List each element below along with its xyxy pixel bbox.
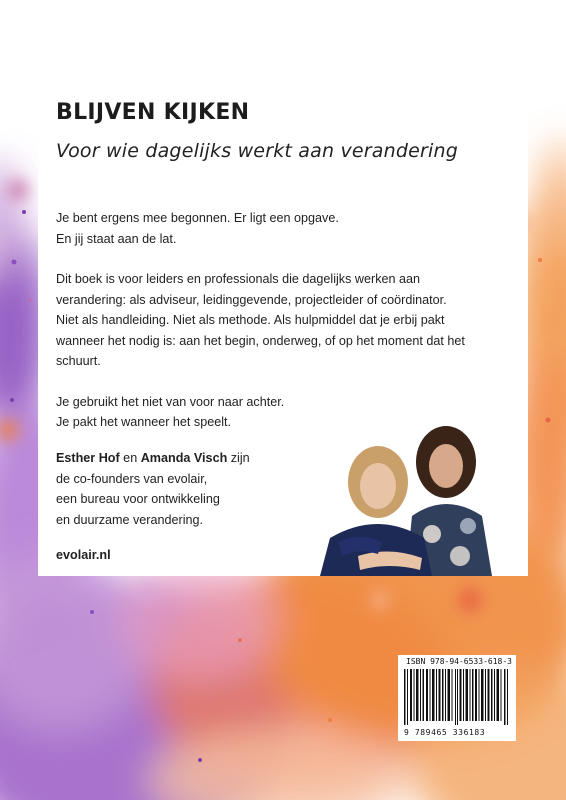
website-link[interactable]: evolair.nl: [56, 548, 111, 562]
blurb-line: En jij staat aan de lat.: [56, 231, 177, 246]
founders-line: een bureau voor ontwikkeling: [56, 492, 220, 506]
book-title: BLIJVEN KIJKEN: [56, 100, 250, 125]
founder-name: Amanda Visch: [140, 451, 228, 465]
blurb-line: Niet als handleiding. Niet als methode. Als hulpmiddel dat je erbij pakt: [56, 313, 445, 327]
founders-photo: [320, 422, 510, 576]
barcode: [398, 655, 516, 741]
isbn-label: ISBN 978-94-6533-618-3: [406, 657, 512, 666]
founders-line: [56, 448, 250, 469]
blurb-line: Je pakt het wanneer het speelt.: [56, 415, 232, 429]
founders-line: en duurzame verandering.: [56, 512, 204, 527]
blurb-paragraph: [56, 269, 516, 372]
blurb-paragraph: [56, 208, 516, 249]
blurb-text: [56, 208, 516, 453]
blurb-line: Je gebruikt het niet van voor naar achter.: [56, 394, 285, 409]
book-subtitle: Voor wie dagelijks werkt aan verandering: [56, 140, 459, 162]
founders-joiner: en: [119, 451, 141, 465]
barcode-bars: [404, 669, 510, 725]
barcode-digits: 9 789465 336183: [404, 728, 486, 737]
blurb-line: wanneer het nodig is: aan het begin, onderweg, of op het moment dat het: [56, 333, 465, 348]
blurb-line: Dit boek is voor leiders en professionals die dagelijks werken aan: [56, 272, 421, 286]
founders-text: [56, 448, 250, 530]
founders-line: de co-founders van evolair,: [56, 471, 208, 486]
founders-suffix: zijn: [227, 451, 250, 465]
founder-name: Esther Hof: [56, 451, 120, 465]
blurb-line: schuurt.: [56, 354, 101, 368]
blurb-line: verandering: als adviseur, leidinggevende, projectleider of coördinator.: [56, 292, 447, 307]
blurb-line: Je bent ergens mee begonnen. Er ligt een opgave.: [56, 211, 339, 225]
text-panel: [38, 82, 528, 576]
